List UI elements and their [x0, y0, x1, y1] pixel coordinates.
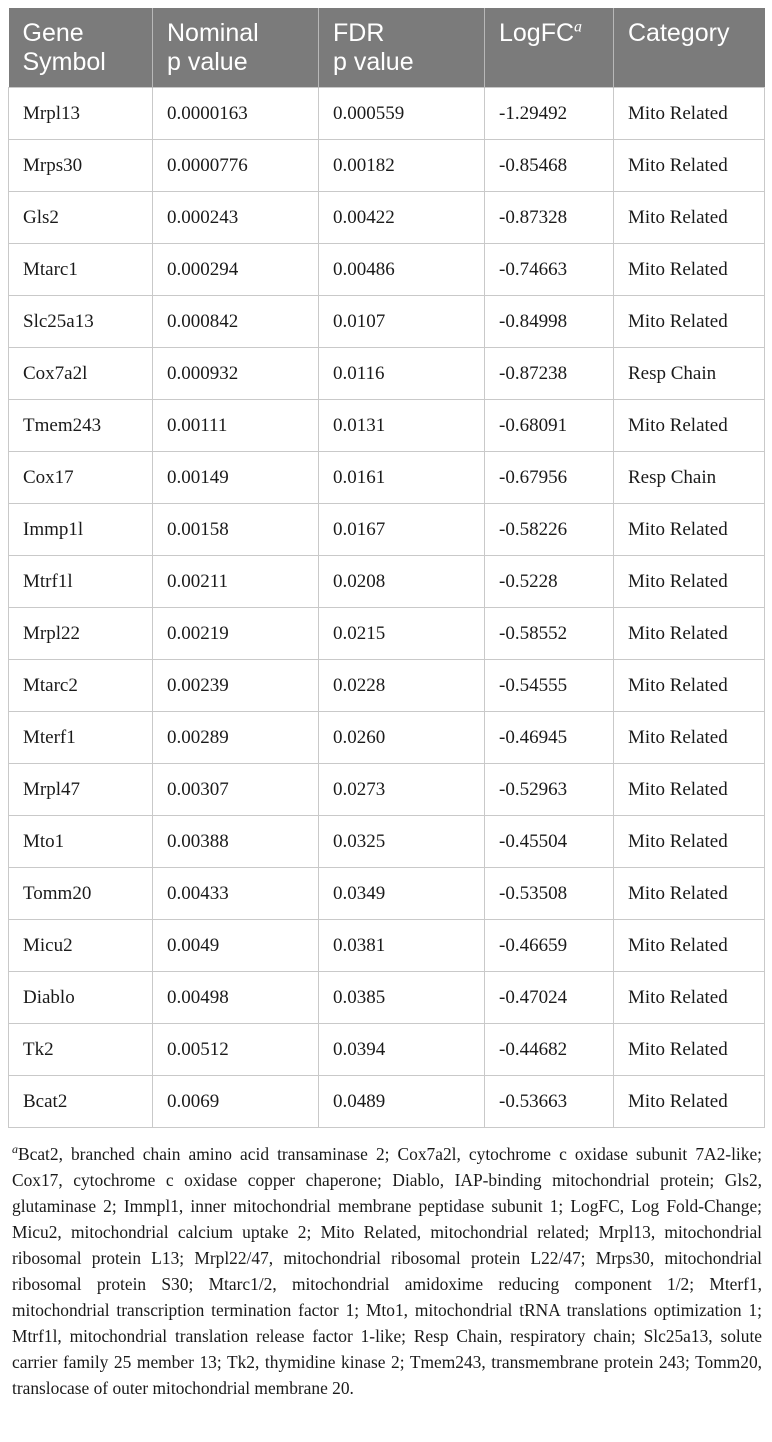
table-row	[9, 1076, 765, 1128]
cell-gene-symbol: Tmem243	[9, 400, 153, 452]
cell-category: Mito Related	[614, 764, 765, 816]
header-row	[9, 8, 765, 88]
cell-gene-symbol: Mto1	[9, 816, 153, 868]
header-line: Symbol	[22, 48, 106, 76]
cell-category: Mito Related	[614, 868, 765, 920]
cell-fdr-p-value: 0.0215	[319, 608, 485, 660]
cell-logfc: -0.44682	[485, 1024, 614, 1076]
table-row	[9, 868, 765, 920]
cell-gene-symbol: Cox7a2l	[9, 348, 153, 400]
cell-nominal-p-value: 0.00512	[153, 1024, 319, 1076]
cell-gene-symbol: Mterf1	[9, 712, 153, 764]
cell-gene-symbol: Tk2	[9, 1024, 153, 1076]
table-row	[9, 296, 765, 348]
footnote-marker: a	[12, 1142, 18, 1157]
table-row	[9, 816, 765, 868]
cell-category: Mito Related	[614, 140, 765, 192]
cell-nominal-p-value: 0.00388	[153, 816, 319, 868]
cell-category: Mito Related	[614, 1076, 765, 1128]
table-header	[9, 8, 765, 88]
cell-fdr-p-value: 0.0161	[319, 452, 485, 504]
cell-logfc: -0.85468	[485, 140, 614, 192]
cell-gene-symbol: Micu2	[9, 920, 153, 972]
cell-fdr-p-value: 0.0228	[319, 660, 485, 712]
cell-category: Resp Chain	[614, 348, 765, 400]
table-row	[9, 972, 765, 1024]
cell-nominal-p-value: 0.00149	[153, 452, 319, 504]
cell-nominal-p-value: 0.0069	[153, 1076, 319, 1128]
cell-gene-symbol: Mtrf1l	[9, 556, 153, 608]
cell-fdr-p-value: 0.00422	[319, 192, 485, 244]
cell-logfc: -0.87238	[485, 348, 614, 400]
cell-nominal-p-value: 0.00498	[153, 972, 319, 1024]
table-row	[9, 764, 765, 816]
cell-logfc: -0.74663	[485, 244, 614, 296]
cell-logfc: -1.29492	[485, 88, 614, 140]
table-row	[9, 400, 765, 452]
table-row	[9, 244, 765, 296]
cell-logfc: -0.52963	[485, 764, 614, 816]
cell-nominal-p-value: 0.000294	[153, 244, 319, 296]
cell-logfc: -0.53508	[485, 868, 614, 920]
cell-logfc: -0.46659	[485, 920, 614, 972]
cell-nominal-p-value: 0.00289	[153, 712, 319, 764]
cell-gene-symbol: Bcat2	[9, 1076, 153, 1128]
cell-logfc: -0.87328	[485, 192, 614, 244]
cell-logfc: -0.46945	[485, 712, 614, 764]
cell-category: Mito Related	[614, 244, 765, 296]
cell-logfc: -0.67956	[485, 452, 614, 504]
cell-category: Mito Related	[614, 1024, 765, 1076]
cell-logfc: -0.5228	[485, 556, 614, 608]
cell-logfc: -0.58552	[485, 608, 614, 660]
cell-fdr-p-value: 0.0394	[319, 1024, 485, 1076]
gene-table	[8, 8, 765, 1128]
cell-logfc: -0.68091	[485, 400, 614, 452]
cell-gene-symbol: Immp1l	[9, 504, 153, 556]
cell-nominal-p-value: 0.000932	[153, 348, 319, 400]
cell-fdr-p-value: 0.0325	[319, 816, 485, 868]
cell-category: Mito Related	[614, 400, 765, 452]
header-line: FDR	[333, 19, 385, 47]
cell-category: Mito Related	[614, 920, 765, 972]
table-row	[9, 140, 765, 192]
cell-category: Mito Related	[614, 504, 765, 556]
cell-fdr-p-value: 0.0260	[319, 712, 485, 764]
cell-fdr-p-value: 0.0381	[319, 920, 485, 972]
cell-logfc: -0.54555	[485, 660, 614, 712]
cell-category: Mito Related	[614, 608, 765, 660]
cell-nominal-p-value: 0.00111	[153, 400, 319, 452]
cell-fdr-p-value: 0.0116	[319, 348, 485, 400]
cell-gene-symbol: Cox17	[9, 452, 153, 504]
table-body	[9, 88, 765, 1128]
cell-nominal-p-value: 0.000243	[153, 192, 319, 244]
cell-logfc: -0.45504	[485, 816, 614, 868]
header-logfc	[485, 8, 614, 88]
cell-gene-symbol: Diablo	[9, 972, 153, 1024]
table-row	[9, 712, 765, 764]
header-category	[614, 8, 765, 88]
cell-category: Resp Chain	[614, 452, 765, 504]
header-fdr-p-value	[319, 8, 485, 88]
cell-nominal-p-value: 0.0000776	[153, 140, 319, 192]
cell-category: Mito Related	[614, 712, 765, 764]
cell-gene-symbol: Gls2	[9, 192, 153, 244]
cell-logfc: -0.47024	[485, 972, 614, 1024]
cell-category: Mito Related	[614, 816, 765, 868]
header-line: Nominal	[167, 19, 259, 47]
header-footnote-marker: a	[574, 18, 583, 36]
cell-logfc: -0.53663	[485, 1076, 614, 1128]
header-line: p value	[333, 48, 414, 76]
cell-gene-symbol: Mtarc2	[9, 660, 153, 712]
cell-gene-symbol: Mrpl13	[9, 88, 153, 140]
cell-nominal-p-value: 0.000842	[153, 296, 319, 348]
table-row	[9, 608, 765, 660]
cell-nominal-p-value: 0.0000163	[153, 88, 319, 140]
cell-fdr-p-value: 0.0107	[319, 296, 485, 348]
cell-fdr-p-value: 0.0349	[319, 868, 485, 920]
cell-fdr-p-value: 0.0385	[319, 972, 485, 1024]
cell-fdr-p-value: 0.0131	[319, 400, 485, 452]
table-row	[9, 192, 765, 244]
cell-logfc: -0.84998	[485, 296, 614, 348]
cell-fdr-p-value: 0.00486	[319, 244, 485, 296]
cell-category: Mito Related	[614, 972, 765, 1024]
table-footnote	[8, 1141, 764, 1401]
cell-fdr-p-value: 0.00182	[319, 140, 485, 192]
cell-logfc: -0.58226	[485, 504, 614, 556]
table-row	[9, 920, 765, 972]
cell-nominal-p-value: 0.00307	[153, 764, 319, 816]
cell-gene-symbol: Tomm20	[9, 868, 153, 920]
cell-fdr-p-value: 0.0208	[319, 556, 485, 608]
header-line	[499, 19, 599, 48]
cell-category: Mito Related	[614, 660, 765, 712]
footnote-text: Bcat2, branched chain amino acid transaminase 2; Cox7a2l, cytochrome c oxidase subunit 7A2-like; Cox17, cytochrome c oxidase copper chaperone; Diablo, IAP-binding mitochondrial protein; Gls2, glutaminase 2; Immpl1, inner mitochondrial membrane peptidase subunit 1; LogFC, Log Fold-Change; Micu2, mitochondrial calcium uptake 2; Mito Related, mitochondrial related; Mrpl13, mitochondrial ribosomal protein L13; Mrpl22/47, mitochondrial ribosomal protein L22/47; Mrps30, mitochondrial ribosomal protein S30; Mtarc1/2, mitochondrial amidoxime reducing component 1/2; Mterf1, mitochondrial transcription termination factor 1; Mto1, mitochondrial tRNA translations optimization 1; Mtrf1l, mitochondrial translation release factor 1-like; Resp Chain, respiratory chain; Slc25a13, solute carrier family 25 member 13; Tk2, thymidine kinase 2; Tmem243, transmembrane protein 243; Tomm20, translocase of outer mitochondrial membrane 20.	[12, 1144, 762, 1398]
cell-category: Mito Related	[614, 192, 765, 244]
cell-fdr-p-value: 0.0489	[319, 1076, 485, 1128]
header-line: p value	[167, 48, 248, 76]
cell-nominal-p-value: 0.00158	[153, 504, 319, 556]
cell-gene-symbol: Mrpl47	[9, 764, 153, 816]
cell-gene-symbol: Mrps30	[9, 140, 153, 192]
cell-fdr-p-value: 0.0167	[319, 504, 485, 556]
cell-gene-symbol: Mtarc1	[9, 244, 153, 296]
cell-gene-symbol: Slc25a13	[9, 296, 153, 348]
cell-nominal-p-value: 0.00219	[153, 608, 319, 660]
table-row	[9, 504, 765, 556]
cell-gene-symbol: Mrpl22	[9, 608, 153, 660]
header-nominal-p-value	[153, 8, 319, 88]
cell-nominal-p-value: 0.0049	[153, 920, 319, 972]
document-page	[8, 8, 764, 1401]
table-row	[9, 452, 765, 504]
table-row	[9, 660, 765, 712]
cell-category: Mito Related	[614, 296, 765, 348]
header-gene-symbol	[9, 8, 153, 88]
table-row	[9, 556, 765, 608]
table-row	[9, 348, 765, 400]
header-line: Gene	[22, 19, 84, 47]
cell-nominal-p-value: 0.00211	[153, 556, 319, 608]
header-text: LogFC	[499, 19, 575, 47]
cell-fdr-p-value: 0.0273	[319, 764, 485, 816]
cell-nominal-p-value: 0.00433	[153, 868, 319, 920]
cell-nominal-p-value: 0.00239	[153, 660, 319, 712]
table-row	[9, 88, 765, 140]
cell-category: Mito Related	[614, 88, 765, 140]
header-line: Category	[628, 19, 730, 47]
cell-category: Mito Related	[614, 556, 765, 608]
cell-fdr-p-value: 0.000559	[319, 88, 485, 140]
table-row	[9, 1024, 765, 1076]
